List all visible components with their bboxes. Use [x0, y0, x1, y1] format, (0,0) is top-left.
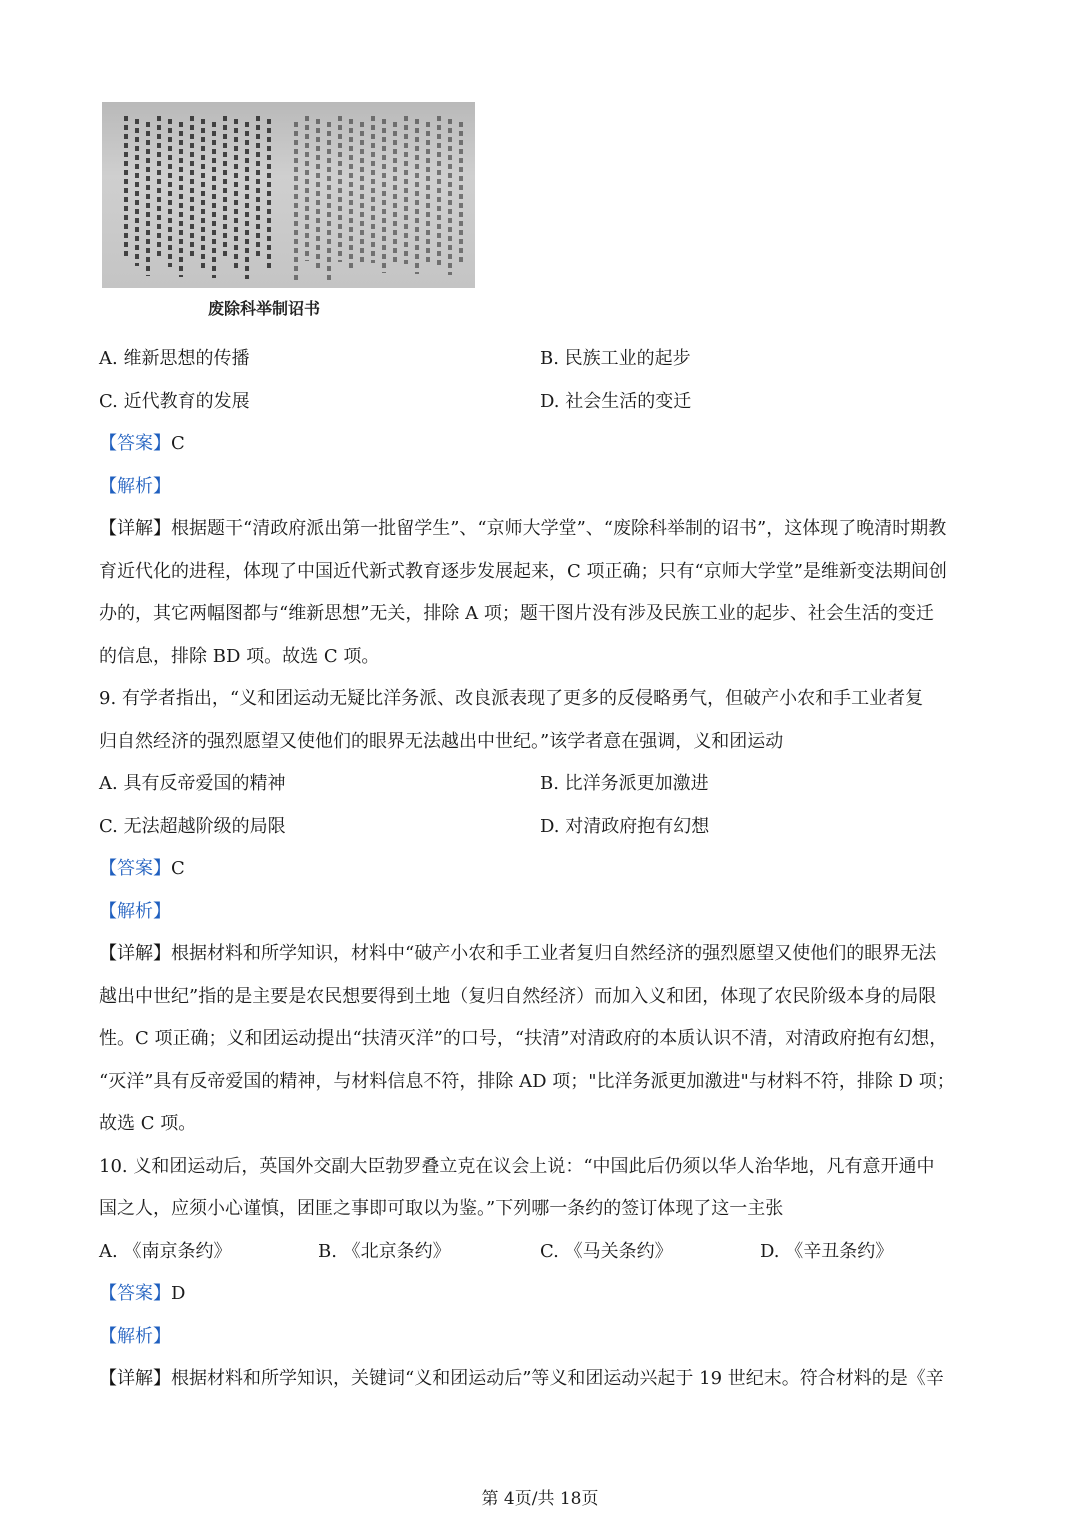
- detail-tag: 【详解】: [99, 518, 171, 539]
- q9-detail-line-2: 越出中世纪”指的是主要是农民想要得到土地（复归自然经济）而加入义和团，体现了农民阶级本身的局限: [99, 986, 937, 1007]
- q8-analysis-tag: 【解析】: [99, 476, 171, 497]
- calligraphy-column: [459, 122, 463, 265]
- q9-option-a: A. 具有反帝爱国的精神: [99, 773, 286, 794]
- page-footer: 第 4页/共 18页: [481, 1489, 599, 1509]
- answer-tag: 【答案】: [99, 433, 171, 454]
- calligraphy-column: [437, 116, 441, 265]
- q9-answer: [99, 857, 989, 881]
- q9-option-b: B. 比洋务派更加激进: [540, 773, 709, 794]
- calligraphy-column: [415, 119, 419, 274]
- calligraphy-column: [316, 119, 320, 271]
- calligraphy-column: [190, 116, 194, 258]
- calligraphy-column: [338, 116, 342, 262]
- detail-tag: 【详解】: [99, 943, 171, 964]
- q10-stem-line-2: 国之人，应须小心谨慎，团匪之事即可取以为鉴。”下列哪一条约的签订体现了这一主张: [99, 1198, 784, 1219]
- q8-answer: [99, 432, 989, 456]
- detail-tag: 【详解】: [99, 1368, 171, 1389]
- q9-stem-line-2: 归自然经济的强烈愿望又使他们的眼界无法越出中世纪。”该学者意在强调，义和团运动: [99, 731, 784, 752]
- answer-value: C: [171, 858, 185, 879]
- image-caption: 废除科举制诏书: [208, 299, 321, 318]
- q10-option-b: B. 《北京条约》: [318, 1241, 451, 1262]
- q8-detail-line-2: 育近代化的进程，体现了中国近代新式教育逐步发展起来，C 项正确；只有“京师大学堂”是维新变法期间创: [99, 561, 947, 582]
- calligraphy-column: [135, 119, 139, 266]
- q8-option-c: C. 近代教育的发展: [99, 391, 250, 412]
- q9-option-c: C. 无法超越阶级的局限: [99, 816, 286, 837]
- calligraphy-column: [267, 119, 271, 270]
- q9-analysis-tag: 【解析】: [99, 901, 171, 922]
- calligraphy-column: [146, 122, 150, 276]
- calligraphy-column: [212, 122, 216, 278]
- q9-detail-line-3: 性。C 项正确；义和团运动提出“扶清灭洋”的口号，“扶清”对清政府的本质认识不清，对清政府抱有幻想，: [99, 1028, 948, 1049]
- answer-value: C: [171, 433, 185, 454]
- q10-option-d: D. 《辛丑条约》: [760, 1241, 894, 1262]
- q9-stem-line-1: 9. 有学者指出，“义和团运动无疑比洋务派、改良派表现了更多的反侵略勇气，但破产小农和手工业者复: [99, 688, 924, 709]
- calligraphy-column: [256, 116, 260, 260]
- calligraphy-column: [448, 119, 452, 275]
- calligraphy-column: [404, 116, 408, 264]
- calligraphy-column: [327, 122, 331, 281]
- q10-answer: [99, 1282, 989, 1306]
- detail-text: 根据题干“清政府派出第一批留学生”、“京师大学堂”、“废除科举制的诏书”，这体现了晚清时期教: [171, 518, 947, 539]
- answer-tag: 【答案】: [99, 858, 171, 879]
- q10-analysis-tag: 【解析】: [99, 1326, 171, 1347]
- calligraphy-column: [305, 116, 309, 261]
- answer-tag: 【答案】: [99, 1283, 171, 1304]
- q9-detail-line-4: “灭洋”具有反帝爱国的精神，与材料信息不符，排除 AD 项；"比洋务派更加激进"与材料不符，排除 D 项；: [99, 1071, 955, 1092]
- q8-option-d: D. 社会生活的变迁: [540, 391, 692, 412]
- q8-option-a: A. 维新思想的传播: [99, 348, 250, 369]
- q8-detail-line-4: 的信息，排除 BD 项。故选 C 项。: [99, 646, 380, 667]
- q9-detail-line-5: 故选 C 项。: [99, 1113, 197, 1134]
- detail-text: 根据材料和所学知识，关键词“义和团运动后”等义和团运动兴起于 19 世纪末。符合材料的是《辛: [171, 1368, 944, 1389]
- q8-detail-line-3: 办的，其它两幅图都与“维新思想”无关，排除 A 项；题干图片没有涉及民族工业的起步、社会生活的变迁: [99, 603, 934, 624]
- calligraphy-column: [360, 122, 364, 262]
- q10-detail-line-1: [99, 1367, 989, 1391]
- calligraphy-column: [234, 119, 238, 269]
- calligraphy-column: [157, 116, 161, 257]
- detail-text: 根据材料和所学知识，材料中“破产小农和手工业者复归自然经济的强烈愿望又使他们的眼界无法: [171, 943, 937, 964]
- calligraphy-column: [382, 119, 386, 273]
- calligraphy-column: [124, 116, 128, 256]
- calligraphy-column: [201, 119, 205, 268]
- q9-option-d: D. 对清政府抱有幻想: [540, 816, 710, 837]
- calligraphy-column: [179, 122, 183, 277]
- calligraphy-column: [168, 119, 172, 267]
- q10-option-a: A. 《南京条约》: [99, 1241, 232, 1262]
- q8-option-b: B. 民族工业的起步: [540, 348, 691, 369]
- edict-photo: [102, 102, 475, 288]
- calligraphy-column: [245, 122, 249, 279]
- calligraphy-column: [349, 119, 353, 272]
- calligraphy-column: [426, 122, 430, 264]
- answer-value: D: [171, 1283, 186, 1304]
- q10-stem-line-1: 10. 义和团运动后，英国外交副大臣勃罗叠立克在议会上说：“中国此后仍须以华人治华地，凡有意开通中: [99, 1156, 935, 1177]
- calligraphy-column: [393, 122, 397, 263]
- calligraphy-column: [294, 122, 298, 280]
- q10-option-c: C. 《马关条约》: [540, 1241, 673, 1262]
- calligraphy-column: [223, 116, 227, 259]
- q9-detail-line-1: [99, 942, 989, 966]
- calligraphy-column: [371, 116, 375, 263]
- q8-detail-line-1: [99, 517, 989, 541]
